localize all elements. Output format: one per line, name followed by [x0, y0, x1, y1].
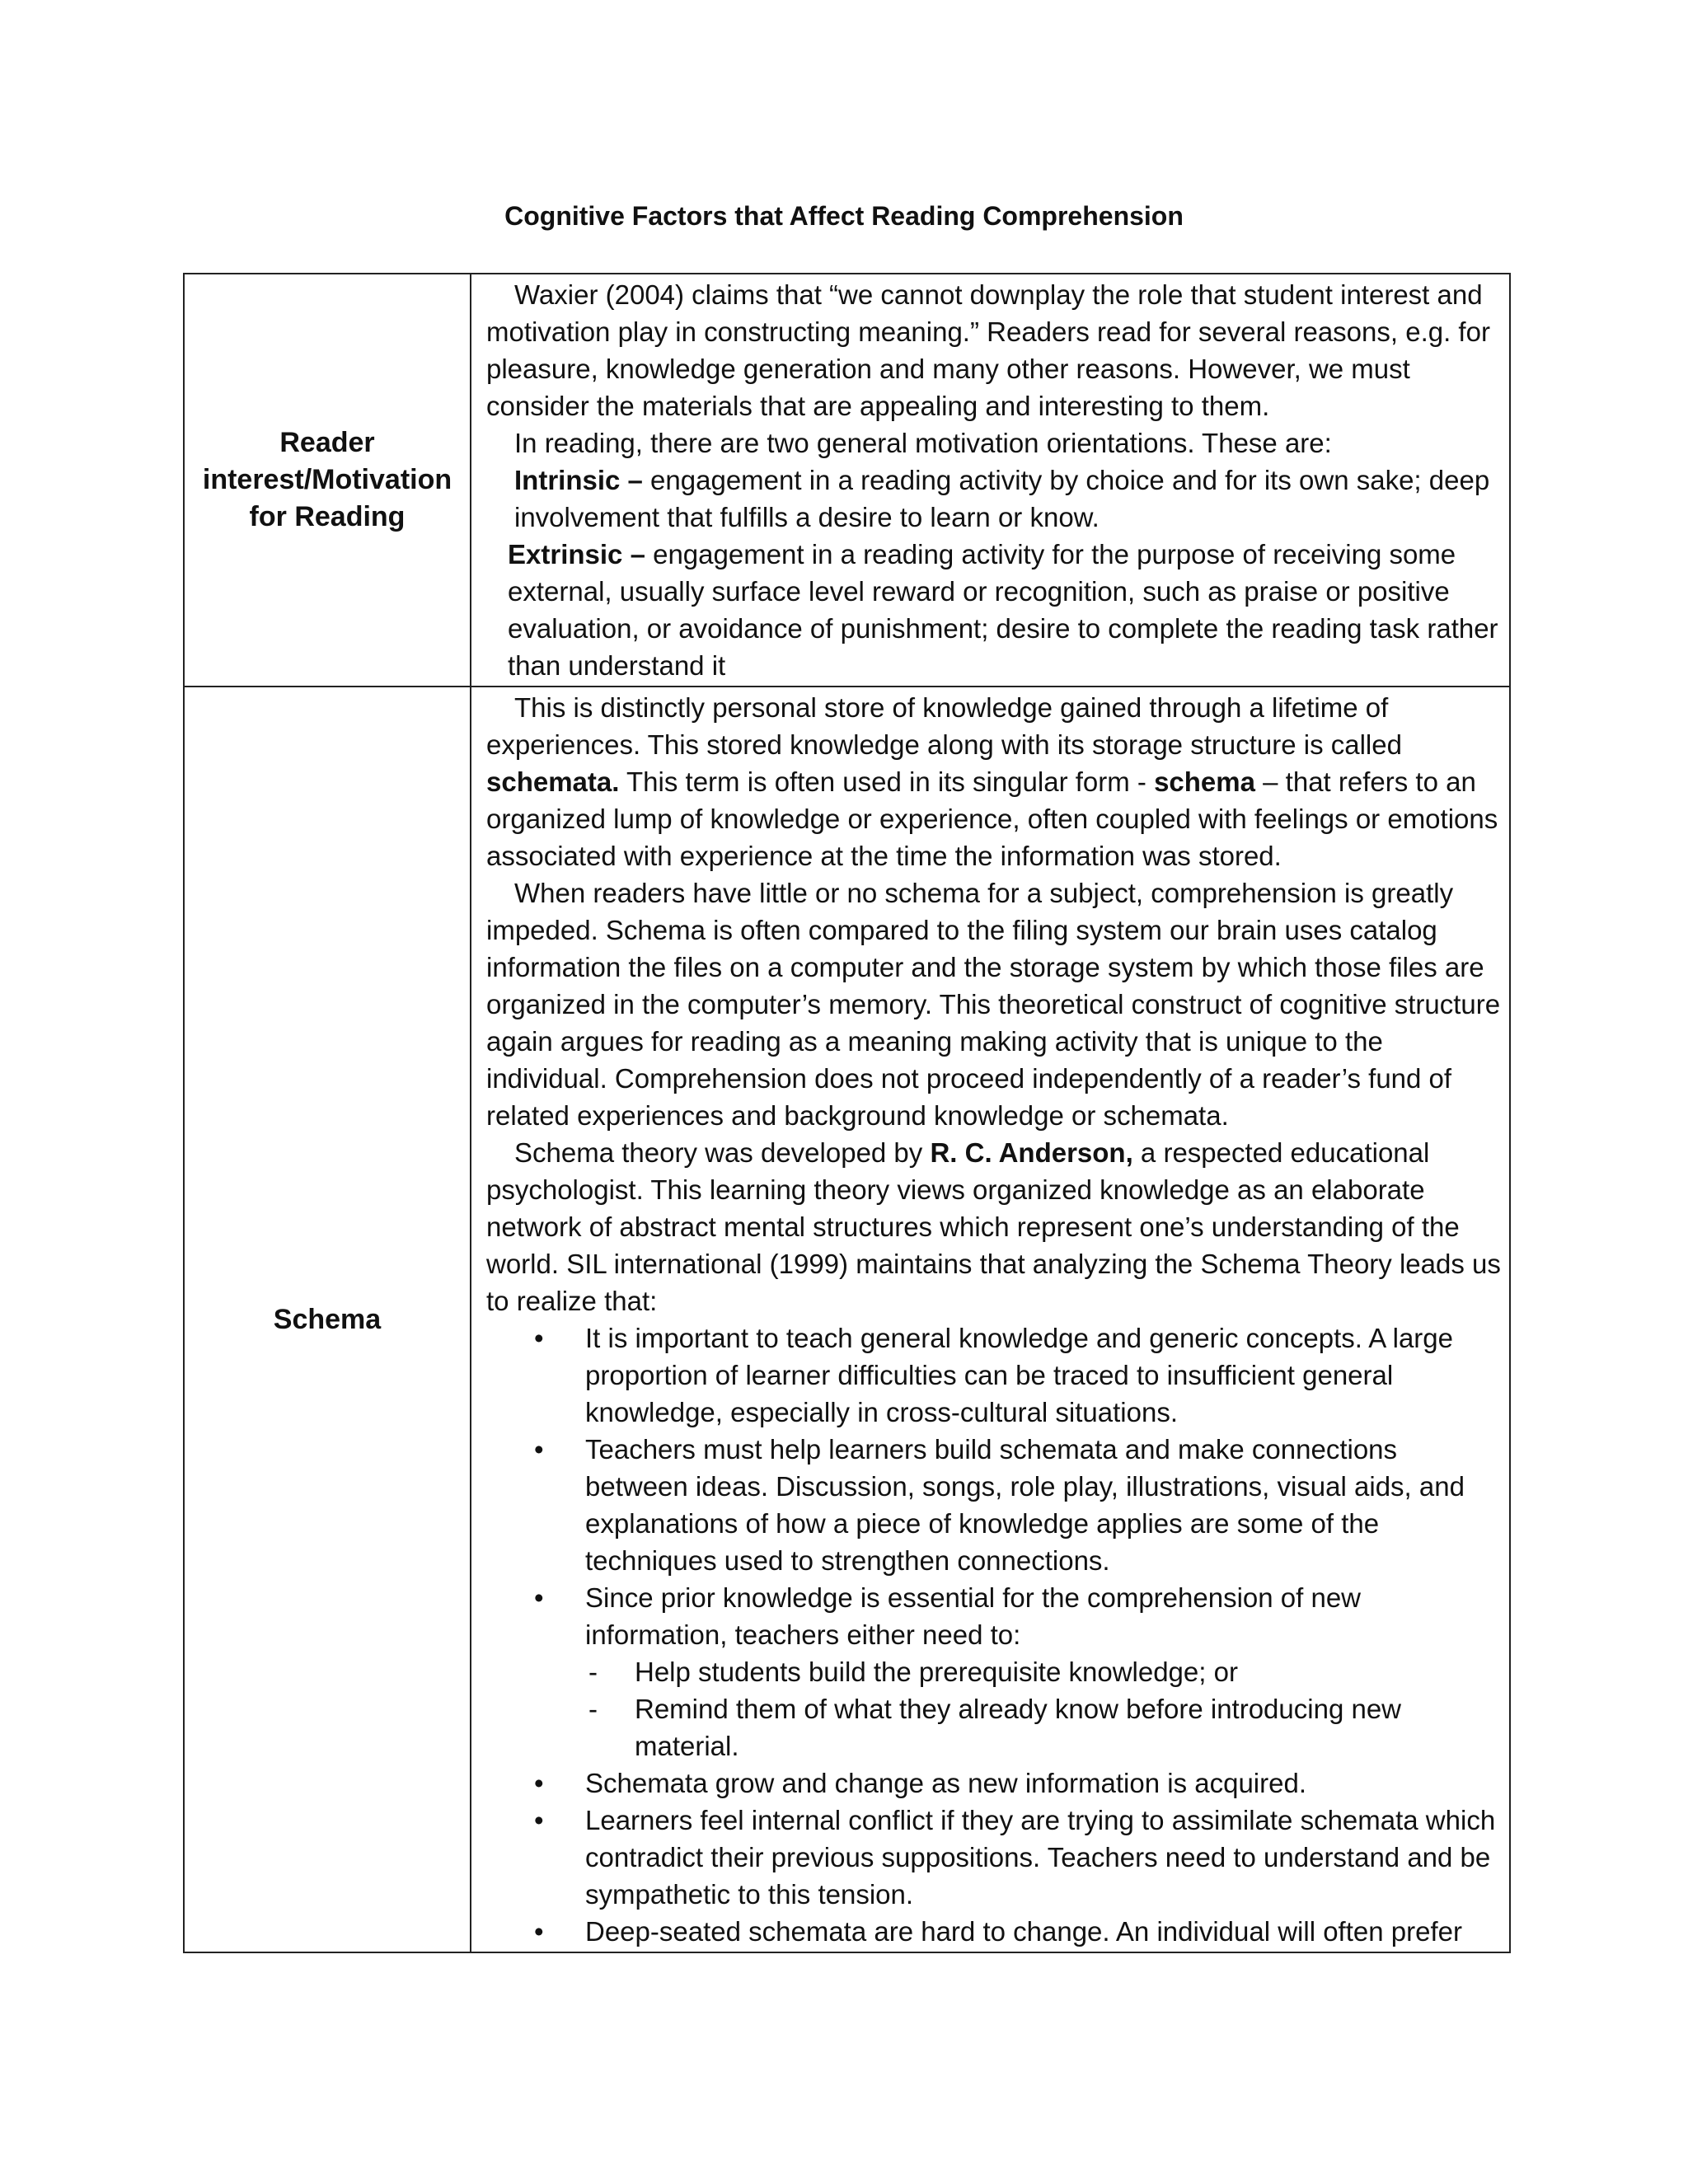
motivation-intro: Waxier (2004) claims that “we cannot downplay the role that student interest and motivation play in constructing meaning.” Readers read for several reasons, e.g. for pleasure, knowledge generation and many other reasons. However, we must consider the materials that are appealing and interesting to them.: [486, 279, 1490, 421]
list-item-text: Since prior knowledge is essential for the comprehension of new information, teachers either need to:: [585, 1582, 1362, 1650]
row-label-motivation: Reader interest/Motivation for Reading: [184, 274, 471, 687]
schema-p3-text-b: a respected educational psychologist. This learning theory views organized knowledge as an elaborate network of abstract mental structures which represent one’s understanding of the world. SIL international (1999) maintains that analyzing the Schema Theory leads us to realize that:: [486, 1137, 1501, 1316]
schema-p1-text-b: This term is often used in its singular form -: [619, 766, 1155, 797]
table-row-motivation: [184, 274, 1510, 687]
list-item-text: Learners feel internal conflict if they are trying to assimilate schemata which contradict their previous suppositions. Teachers need to understand and be sympathetic to this tension.: [585, 1805, 1496, 1910]
table-row-schema: [184, 687, 1510, 1952]
schema-p1-text-a: This is distinctly personal store of knowledge gained through a lifetime of experiences. This stored knowledge along with its storage structure is called: [486, 692, 1402, 760]
extrinsic-definition: [486, 536, 1503, 684]
list-item: [486, 1913, 1503, 1950]
list-item-text: Deep-seated schemata are hard to change. An individual will often prefer: [585, 1916, 1462, 1947]
anderson-name: R. C. Anderson,: [930, 1137, 1133, 1168]
list-item-text: Schemata grow and change as new information is acquired.: [585, 1768, 1306, 1798]
list-item-text: Teachers must help learners build schemata and make connections between ideas. Discussion, songs, role play, illustrations, visual aids, and explanations of how a piece of knowledge applies are some of the techniques used to strengthen connections.: [585, 1434, 1465, 1576]
schema-paragraph-3: [486, 1134, 1503, 1319]
row-body-schema: [471, 687, 1510, 1952]
intrinsic-text: engagement in a reading activity by choice and for its own sake; deep involvement that fulfills a desire to learn or know.: [514, 465, 1490, 532]
list-item: [486, 1579, 1503, 1765]
row-label-schema: Schema: [184, 687, 471, 1952]
intrinsic-definition: [486, 462, 1503, 536]
schemata-term: schemata.: [486, 766, 620, 797]
list-item-text: It is important to teach general knowledge and generic concepts. A large proportion of learner difficulties can be traced to insufficient general knowledge, especially in cross-cultural situations.: [585, 1323, 1453, 1427]
intrinsic-term: Intrinsic –: [514, 465, 643, 495]
list-item: [486, 1802, 1503, 1913]
schema-paragraph-2: When readers have little or no schema for a subject, comprehension is greatly impeded. Schema is often compared to the filing system our brain uses catalog information the files on a computer and the storage system by which those files are organized in the computer’s memory. This theoretical construct of cognitive structure again argues for reading as a meaning making activity that is unique to the individual. Comprehension does not proceed independently of a reader’s fund of related experiences and background knowledge or schemata.: [486, 878, 1501, 1131]
schema-term: schema: [1154, 766, 1255, 797]
motivation-orientations-intro: In reading, there are two general motivation orientations. These are:: [514, 428, 1332, 458]
schema-implications-list: [486, 1319, 1503, 1950]
sub-list-item: - Help students build the prerequisite knowledge; or: [585, 1653, 1503, 1690]
schema-p3-text-a: Schema theory was developed by: [514, 1137, 931, 1168]
schema-p1-text-c: – that refers to an organized lump of knowledge or experience, often coupled with feelings or emotions associated with experience at the time the information was stored.: [486, 766, 1498, 871]
page-title: Cognitive Factors that Affect Reading Comprehension: [504, 201, 1184, 231]
teacher-options-sublist: [585, 1653, 1503, 1765]
list-item: [486, 1765, 1503, 1802]
row-body-motivation: [471, 274, 1510, 687]
list-item: [486, 1319, 1503, 1431]
list-item: [486, 1431, 1503, 1579]
factors-table: [183, 273, 1511, 1953]
schema-paragraph-1: [486, 689, 1503, 874]
extrinsic-text: engagement in a reading activity for the purpose of receiving some external, usually surface level reward or recognition, such as praise or positive evaluation, or avoidance of punishment; desire to complete the reading task rather than understand it: [508, 539, 1498, 681]
sub-list-item: - Remind them of what they already know before introducing new material.: [585, 1690, 1503, 1765]
extrinsic-term: Extrinsic –: [508, 539, 645, 569]
